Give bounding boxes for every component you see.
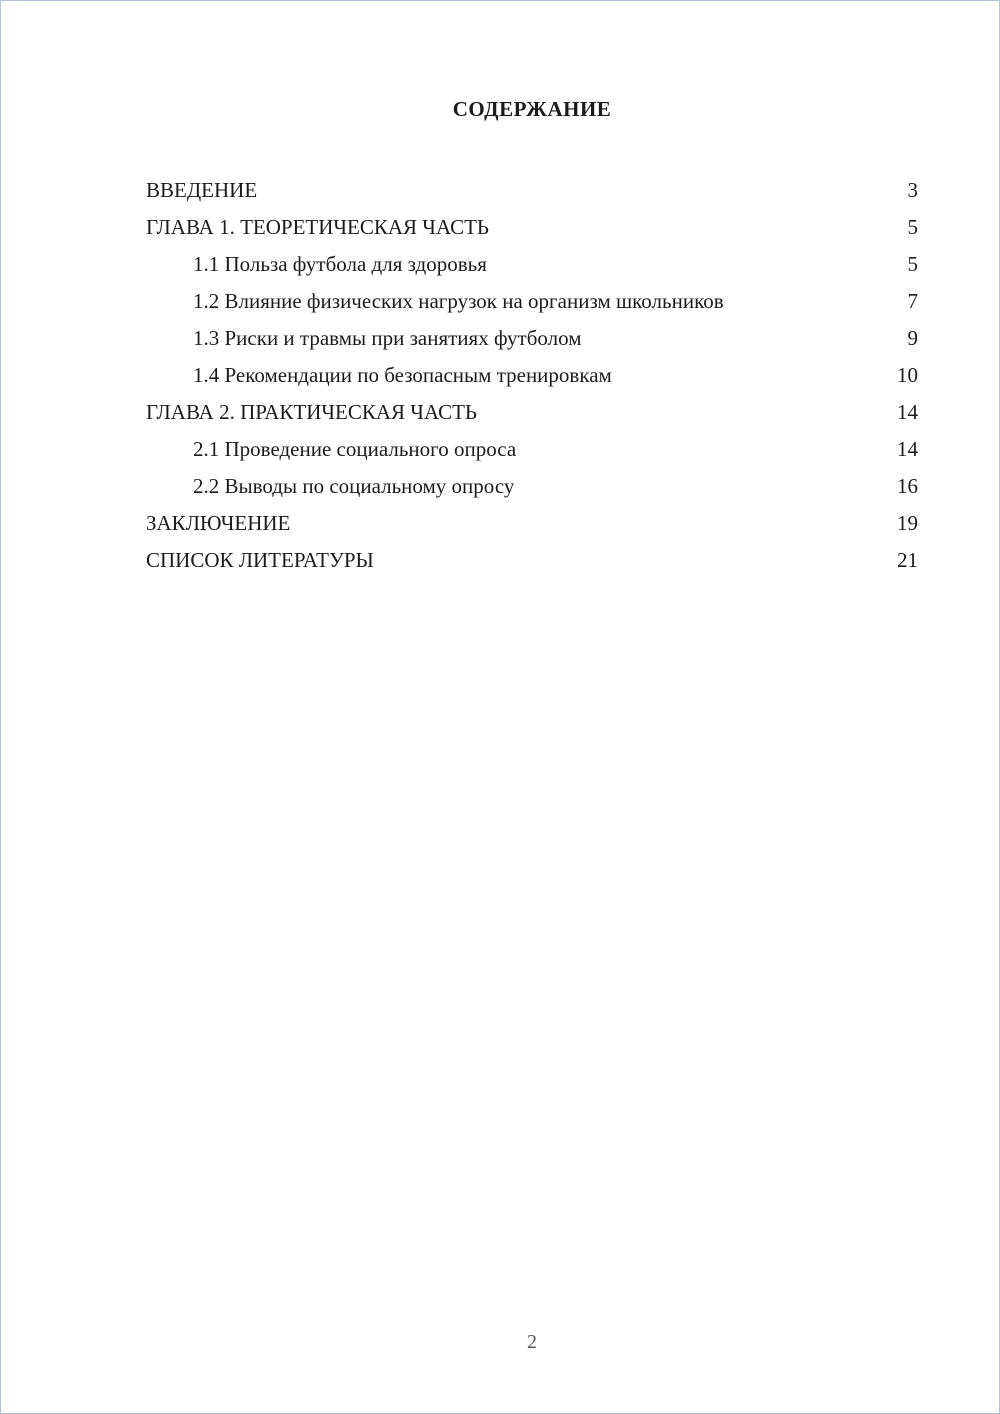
toc-entry-page: 9: [907, 326, 918, 350]
toc-row: [146, 172, 918, 209]
toc-entry-label: ЗАКЛЮЧЕНИЕ: [146, 511, 291, 535]
toc-entry-label: ГЛАВА 1. ТЕОРЕТИЧЕСКАЯ ЧАСТЬ: [146, 215, 489, 239]
toc-entry-page: 5: [907, 252, 918, 276]
toc-entry-label: 1.4 Рекомендации по безопасным тренировкам: [193, 363, 612, 387]
toc-entry-page: 14: [897, 437, 918, 461]
toc-entry-label: 2.2 Выводы по социальному опросу: [193, 474, 515, 498]
toc-entry-label: ВВЕДЕНИЕ: [146, 178, 258, 202]
toc-entry-page: 3: [907, 178, 918, 202]
toc-entry-page: 5: [907, 215, 918, 239]
toc-row: [146, 320, 918, 357]
toc-entry-page: 16: [897, 474, 918, 498]
toc-entry-label: СПИСОК ЛИТЕРАТУРЫ: [146, 548, 374, 572]
toc-list: [146, 172, 918, 579]
toc-entry-label: 1.1 Польза футбола для здоровья: [193, 252, 487, 276]
page-title: СОДЕРЖАНИЕ: [452, 97, 612, 121]
toc-entry-page: 14: [897, 400, 918, 424]
toc-entry-page: 21: [897, 548, 918, 572]
toc-row: [146, 505, 918, 542]
toc-row: [146, 357, 918, 394]
toc-row: [146, 394, 918, 431]
toc-entry-page: 19: [897, 511, 918, 535]
page-number: 2: [527, 1331, 537, 1353]
toc-entry-label: 1.2 Влияние физических нагрузок на организм школьников: [193, 289, 724, 313]
toc-entry-page: 10: [897, 363, 918, 387]
toc-entry-label: 1.3 Риски и травмы при занятиях футболом: [193, 326, 582, 350]
toc-entry-label: ГЛАВА 2. ПРАКТИЧЕСКАЯ ЧАСТЬ: [146, 400, 477, 424]
toc-entry-page: 7: [907, 289, 918, 313]
toc-entry-label: 2.1 Проведение социального опроса: [193, 437, 517, 461]
toc-row: [146, 542, 918, 579]
toc-row: [146, 283, 918, 320]
page-content: [146, 1, 918, 1413]
toc-row: [146, 209, 918, 246]
toc-row: [146, 246, 918, 283]
toc-row: [146, 431, 918, 468]
toc-row: [146, 468, 918, 505]
